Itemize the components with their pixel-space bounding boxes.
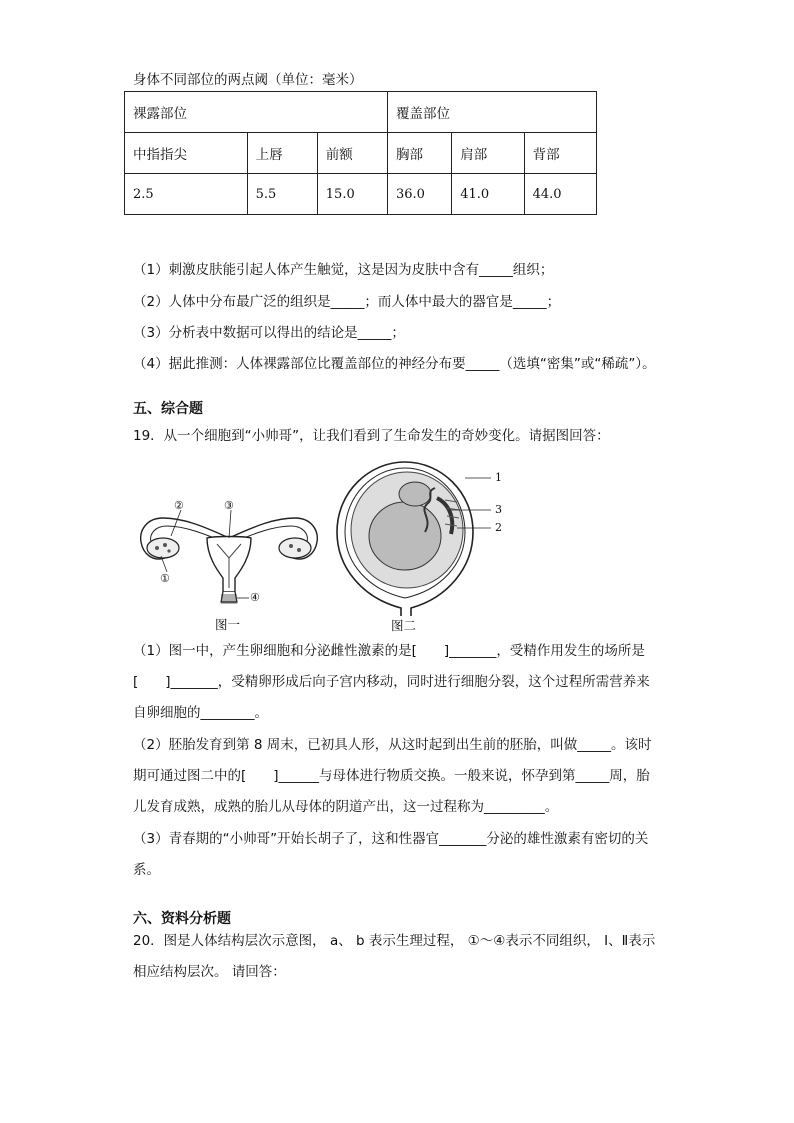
table-cell: 36.0 [388,174,452,215]
fig2-label-3: 3 [495,503,502,516]
q18-item-1: （1）刺激皮肤能引起人体产生触觉，这是因为皮肤中含有_____组织； [133,262,554,278]
table-caption: 身体不同部位的两点阈（单位：毫米） [133,72,363,88]
table-cell: 2.5 [125,174,248,215]
fig2-label-1: 1 [495,471,502,484]
column-header: 背部 [524,133,596,174]
figure-2-fetus-in-uterus [333,458,505,633]
table-cell: 5.5 [247,174,317,215]
column-header: 前额 [317,133,387,174]
column-header: 肩部 [452,133,524,174]
fig2-label-2: 2 [495,521,502,534]
figure-1-female-reproductive-system [133,496,325,631]
figure-2-caption: 图二 [391,618,417,633]
table-cell: 41.0 [452,174,524,215]
section-heading-5: 五、综合题 [133,401,203,417]
group-header-exposed: 裸露部位 [125,92,388,133]
group-header-covered: 覆盖部位 [388,92,597,133]
q19-part-3: （3）青春期的“小帅哥”开始长胡子了，这和性器官_______分泌的雄性激素有密切的关系。 [133,831,649,878]
question-20-stem: 20．图是人体结构层次示意图， a、 b 表示生理过程， ①～④表示不同组织， Ⅰ、Ⅱ表示相应结构层次。 请回答： [133,933,656,980]
question-19-stem: 19．从一个细胞到“小帅哥”，让我们看到了生命发生的奇妙变化。请据图回答： [133,428,610,444]
column-header: 胸部 [388,133,452,174]
fig1-label-4: ④ [250,591,260,604]
q18-item-2: （2）人体中分布最广泛的组织是_____；而人体中最大的器官是_____； [133,294,561,310]
fig1-label-2: ② [174,499,184,512]
column-header: 中指指尖 [125,133,248,174]
fetus-diagram-icon [333,458,505,633]
two-point-threshold-table [124,91,597,215]
q18-item-4: （4）据此推测：人体裸露部位比覆盖部位的神经分布要_____（选填“密集”或“稀疏”）。 [133,356,656,372]
table-cell: 15.0 [317,174,387,215]
q19-part-1: （1）图一中，产生卵细胞和分泌雌性激素的是[ ]_______，受精作用发生的场所是[ ]_______，受精卵形成后向子宫内移动，同时进行细胞分裂，这个过程所需营养来自卵细胞的________。 [133,643,650,721]
column-header: 上唇 [247,133,317,174]
q19-part-2: （2）胚胎发育到第 8 周末，已初具人形，从这时起到出生前的胚胎，叫做_____。该时期可通过图二中的[ ]______与母体进行物质交换。一般来说，怀孕到第_____周，胎儿发育成熟，成熟的胎儿从母体的阴道产出，这一过程称为_________。 [133,737,652,815]
uterus-diagram-icon [133,496,325,631]
figure-1-caption: 图一 [215,617,241,632]
q18-item-3: （3）分析表中数据可以得出的结论是_____； [133,325,405,341]
section-heading-6: 六、资料分析题 [133,911,231,927]
fig1-label-3: ③ [224,499,234,512]
table-cell: 44.0 [524,174,596,215]
fig1-label-1: ① [160,572,170,585]
